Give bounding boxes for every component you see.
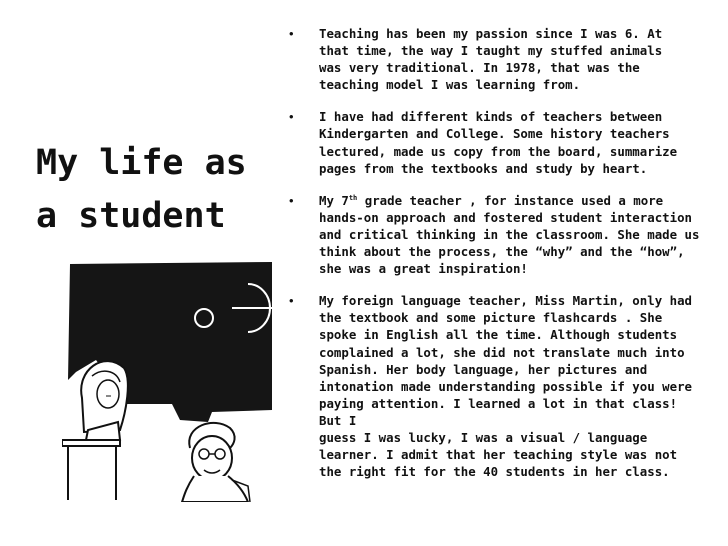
- bullet-line: was very traditional. In 1978, that was the: [319, 60, 640, 76]
- student-face: [97, 380, 119, 408]
- bullet-line-post: grade teacher , for instance used a more: [357, 192, 664, 208]
- bullet-line: intonation made understanding possible if you were: [319, 378, 692, 394]
- bullet-line: spoke in English all the time. Although students: [319, 327, 678, 343]
- bullet-dot: •: [289, 192, 294, 208]
- bullet-line: guess I was lucky, I was a visual / language: [319, 429, 648, 445]
- bullet-line: I have had different kinds of teachers between: [319, 109, 663, 125]
- bullet-list: [288, 25, 700, 495]
- bullet-line: pages from the textbooks and study by heart.: [319, 160, 648, 176]
- bullet-dot: •: [289, 293, 294, 309]
- slide-title: [36, 137, 266, 243]
- bullet-line-pre: My 7: [319, 192, 349, 208]
- teacher-body: [182, 476, 248, 502]
- bullet-line: Kindergarten and College. Some history teachers: [319, 126, 670, 142]
- bullet-item: [288, 292, 700, 480]
- bullet-line: complained a lot, she did not translate much into: [319, 344, 685, 360]
- title-line-2: a student: [36, 196, 226, 236]
- ordinal-suffix: th: [348, 193, 358, 202]
- bullet-line: think about the process, the “why” and the “how”,: [319, 244, 685, 260]
- bullet-item: [288, 25, 700, 93]
- bullet-line: she was a great inspiration!: [319, 261, 528, 277]
- bullet-line: teaching model I was learning from.: [319, 77, 581, 93]
- bullet-line: lectured, made us copy from the board, summarize: [319, 143, 678, 159]
- bullet-line: the textbook and some picture flashcards . She: [319, 310, 663, 326]
- bullet-line: paying attention. I learned a lot in that class! But I: [319, 395, 678, 428]
- title-line-1: My life as: [36, 143, 247, 183]
- bullet-line: My foreign language teacher, Miss Martin, only had: [319, 293, 692, 309]
- bullet-line: that time, the way I taught my stuffed animals: [319, 43, 663, 59]
- classroom-cartoon-icon: [62, 262, 274, 502]
- bullet-line: Spanish. Her body language, her pictures and: [319, 361, 648, 377]
- bullet-line: Teaching has been my passion since I was 6. At: [319, 26, 663, 41]
- bullet-line: hands-on approach and fostered student interaction: [319, 209, 692, 225]
- bullet-line: learner. I admit that her teaching style was not: [319, 447, 678, 463]
- bullet-item: [288, 192, 700, 277]
- bullet-line: and critical thinking in the classroom. She made us: [319, 226, 700, 242]
- bullet-dot: •: [289, 109, 294, 125]
- bullet-item: [288, 108, 700, 176]
- bullet-dot: •: [289, 26, 294, 41]
- bullet-line: the right fit for the 40 students in her class.: [319, 464, 670, 480]
